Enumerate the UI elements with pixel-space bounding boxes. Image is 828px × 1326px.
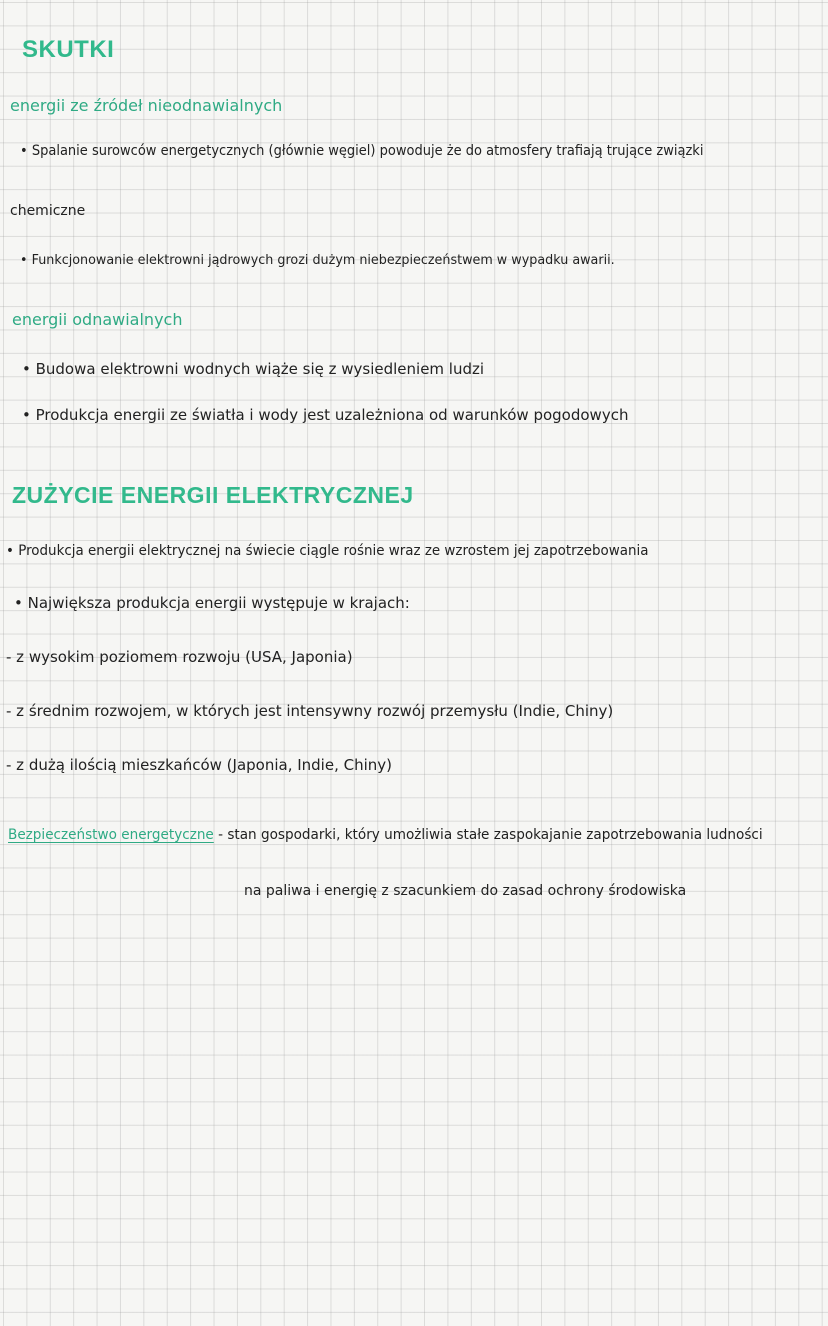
- renewable-bullet-1: • Budowa elektrowni wodnych wiąże się z wysiedleniem ludzi: [22, 360, 485, 378]
- definition-line-1: [8, 828, 763, 842]
- nonrenewable-bullet-2: • Funkcjonowanie elektrowni jądrowych grozi dużym niebezpieczeństwem w wypadku awarii.: [20, 253, 615, 268]
- definition-line-2: na paliwa i energię z szacunkiem do zasad ochrony środowiska: [244, 883, 687, 899]
- subheading-nonrenewable: energii ze źródeł nieodnawialnych: [10, 96, 283, 115]
- nonrenewable-bullet-1: • Spalanie surowców energetycznych (głównie węgiel) powoduje że do atmosfery trafiają trujące związki: [20, 143, 704, 159]
- section-title-zuzycie: ZUŻYCIE ENERGII ELEKTRYCZNEJ: [12, 482, 414, 508]
- renewable-bullet-2: • Produkcja energii ze światła i wody jest uzależniona od warunków pogodowych: [22, 406, 629, 424]
- usage-item-2: - z średnim rozwojem, w których jest intensywny rozwój przemysłu (Indie, Chiny): [6, 702, 614, 720]
- subheading-renewable: energii odnawialnych: [12, 310, 183, 329]
- usage-item-3: - z dużą ilością mieszkańców (Japonia, Indie, Chiny): [6, 756, 393, 774]
- usage-line-2: • Największa produkcja energii występuje w krajach:: [14, 594, 410, 612]
- section-title-skutki: SKUTKI: [22, 36, 115, 63]
- definition-text-1: - stan gospodarki, który umożliwia stałe zaspokajanie zapotrzebowania ludności: [213, 827, 763, 843]
- nonrenewable-bullet-1-continuation: chemiczne: [10, 203, 86, 219]
- usage-item-1: - z wysokim poziomem rozwoju (USA, Japonia): [6, 648, 353, 666]
- definition-term: Bezpieczeństwo energetyczne: [8, 827, 214, 843]
- usage-line-1: • Produkcja energii elektrycznej na świecie ciągle rośnie wraz ze wzrostem jej zapotrzebowania: [6, 543, 649, 559]
